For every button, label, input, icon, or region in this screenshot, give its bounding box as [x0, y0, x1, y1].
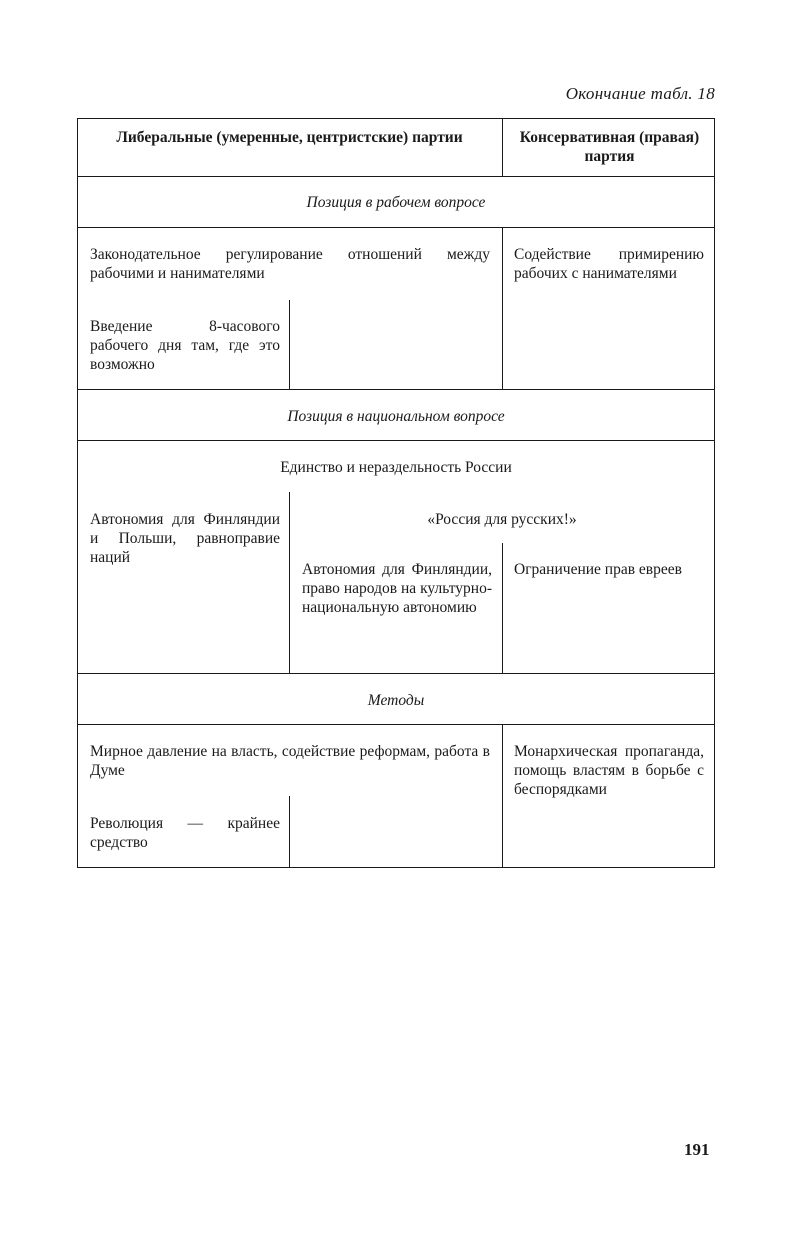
page-number: 191: [684, 1140, 710, 1159]
divider-line: [289, 796, 290, 867]
divider-line: [77, 724, 715, 725]
labor-conservative: Содействие примирению рабочих с нанимателями: [514, 246, 704, 282]
table-border-left: [77, 118, 78, 868]
divider-line: [502, 227, 503, 389]
divider-line: [502, 543, 503, 673]
national-liberal-autonomy: Автономия для Финляндии и Польши, равноправие наций: [90, 511, 280, 566]
divider-line: [77, 176, 715, 177]
national-russia-for-russians: «Россия для русских!»: [427, 511, 577, 528]
national-conservative-restriction: Ограничение прав евреев: [514, 561, 682, 578]
divider-line: [77, 440, 715, 441]
divider-line: [77, 673, 715, 674]
header-liberal-parties: Либеральные (умеренные, центристские) партии: [116, 129, 463, 146]
national-middle-autonomy: Автономия для Финляндии, право народов на культурно-национальную автономию: [302, 561, 492, 616]
header-conservative-party: Консервативная (правая) партия: [519, 129, 700, 165]
national-unity-of-russia: Единство и нераздельность России: [280, 459, 512, 476]
party-positions-table: [77, 118, 715, 868]
methods-liberal-main: Мирное давление на власть, содействие реформам, работа в Думе: [90, 743, 490, 779]
table-caption: Окончание табл. 18: [565, 84, 715, 103]
labor-liberal-main: Законодательное регулирование отношений между рабочими и нанимателями: [90, 246, 490, 282]
table-border-right: [714, 118, 715, 868]
labor-liberal-8-hour-day: Введение 8-часового рабочего дня там, где это возможно: [90, 318, 280, 373]
divider-line: [502, 724, 503, 867]
table-border-bottom: [77, 867, 715, 868]
section-title-methods: Методы: [367, 692, 425, 709]
divider-line: [77, 389, 715, 390]
table-border-top: [77, 118, 715, 119]
methods-liberal-revolution: Революция — крайнее средство: [90, 815, 280, 851]
section-title-national: Позиция в национальном вопросе: [287, 408, 505, 425]
divider-line: [289, 300, 290, 389]
methods-conservative: Монархическая пропаганда, помощь властям в борьбе с беспорядками: [514, 743, 704, 798]
divider-line: [502, 118, 503, 176]
divider-line: [77, 227, 715, 228]
section-title-labor: Позиция в рабочем вопросе: [306, 194, 486, 211]
